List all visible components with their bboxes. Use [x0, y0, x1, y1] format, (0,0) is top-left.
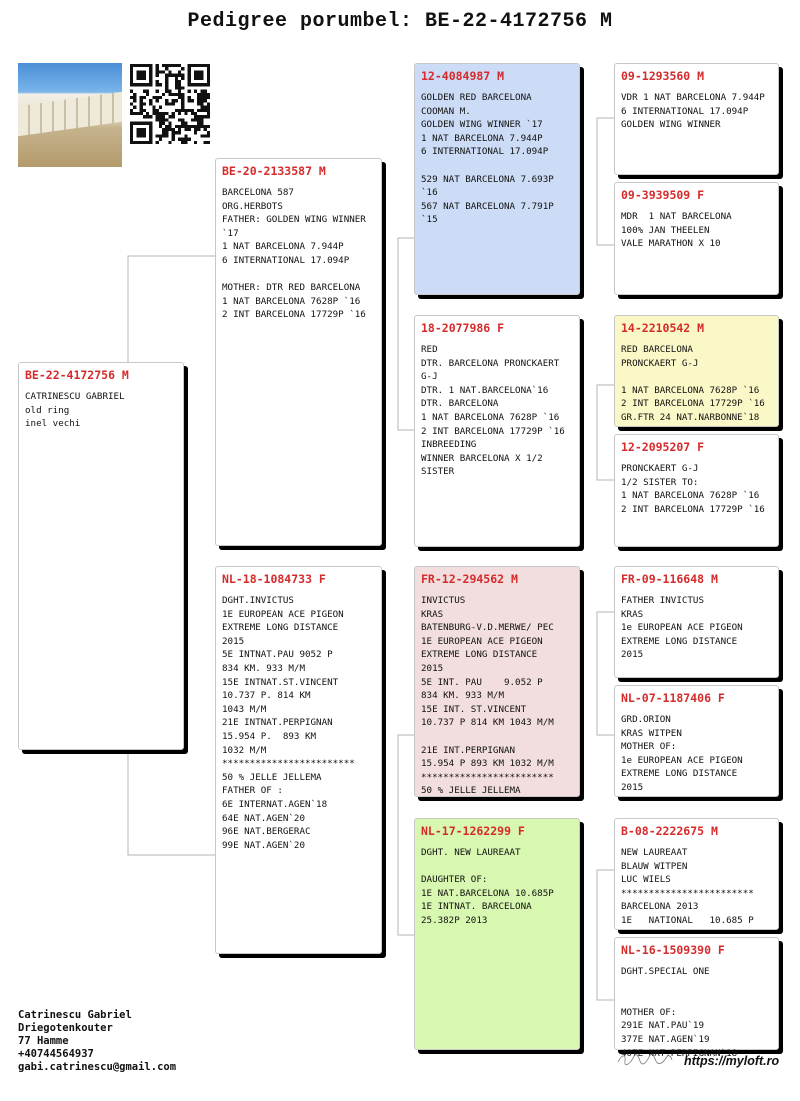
pedigree-card-sire-sire — [414, 63, 580, 295]
ring-number: NL-18-1084733 F — [222, 572, 326, 586]
pedigree-card-dd-sire — [614, 818, 779, 930]
pigeon-description: RED DTR. BARCELONA PRONCKAERT G-J DTR. 1 NAT.BARCELONA`16 DTR. BARCELONA 1 NAT BARCELONA 7628P `16 2 INT BARCELONA 17729P `16 INBREEDING WINNER BARCELONA X 1/2 SISTER — [421, 344, 565, 478]
pigeon-description: GOLDEN RED BARCELONA COOMAN M. GOLDEN WING WINNER `17 1 NAT BARCELONA 7.944P 6 INTERNATIONAL 17.094P 529 NAT BARCELONA 7.693P `16 567 NAT BARCELONA 7.791P `15 — [421, 92, 554, 226]
pedigree-card-sire — [215, 158, 382, 546]
pedigree-card-dd-dam — [614, 937, 779, 1059]
pedigree-card-ss-sire — [614, 63, 779, 175]
owner-email: gabi.catrinescu@gmail.com — [18, 1061, 177, 1073]
pigeon-description: BARCELONA 587 ORG.HERBOTS FATHER: GOLDEN WING WINNER `17 1 NAT BARCELONA 7.944P 6 INTERNATIONAL 17.094P MOTHER: DTR RED BARCELONA 1 NAT BARCELONA 7628P `16 2 INT BARCELONA 17729P `16 — [222, 187, 366, 321]
ring-number: B-08-2222675 M — [621, 824, 718, 838]
ring-number: 12-2095207 F — [621, 440, 705, 454]
website-link[interactable]: https://myloft.ro — [684, 1054, 780, 1068]
owner-city: 77 Hamme — [18, 1035, 69, 1047]
ring-number: FR-09-116648 M — [621, 572, 718, 586]
ring-number: NL-07-1187406 F — [621, 691, 725, 705]
pigeon-description: VDR 1 NAT BARCELONA 7.944P 6 INTERNATIONAL 17.094P GOLDEN WING WINNER — [621, 92, 765, 131]
pigeon-description: MDR 1 NAT BARCELONA 100% JAN THEELEN VALE MARATHON X 10 — [621, 211, 732, 250]
ring-number: 18-2077986 F — [421, 321, 505, 335]
pigeon-description: DGHT.INVICTUS 1E EUROPEAN ACE PIGEON EXTREME LONG DISTANCE 2015 5E INTNAT.PAU 9052 P 834 KM. 933 M/M 15E INTNAT.ST.VINCENT 10.737 P. 814 KM 1043 M/M 21E INTNAT.PERPIGNAN 15.954 P. 893 KM 1032 M/M ************************ 50 % JELLE JELLEMA FATHER OF : 6E INTERNAT.AGEN`18 64E NAT.AGEN`20 96E NAT.BERGERAC 99E NAT.AGEN`20 — [222, 595, 355, 851]
ring-number: 09-1293560 M — [621, 69, 705, 83]
ring-number: BE-22-4172756 M — [25, 368, 129, 382]
owner-street: Driegotenkouter — [18, 1022, 113, 1034]
ring-number: FR-12-294562 M — [421, 572, 518, 586]
page-title: Pedigree porumbel: BE-22-4172756 M — [187, 10, 613, 33]
owner-contact — [18, 1009, 176, 1074]
pedigree-card-subject — [18, 362, 184, 750]
pedigree-card-sire-dam — [414, 315, 580, 547]
pedigree-card-sd-sire — [614, 315, 779, 427]
ring-number: 12-4084987 M — [421, 69, 505, 83]
pigeon-description: CATRINESCU GABRIEL old ring inel vechi — [25, 391, 125, 430]
pigeon-description: DGHT. NEW LAUREAAT DAUGHTER OF: 1E NAT.BARCELONA 10.685P 1E INTNAT. BARCELONA 25.382P 2013 — [421, 847, 554, 926]
pigeon-description: RED BARCELONA PRONCKAERT G-J 1 NAT BARCELONA 7628P `16 2 INT BARCELONA 17729P `16 GR.FTR 24 NAT.NARBONNE`18 — [621, 344, 765, 423]
owner-name: Catrinescu Gabriel — [18, 1009, 132, 1021]
pigeon-description: GRD.ORION KRAS WITPEN MOTHER OF: 1e EUROPEAN ACE PIGEON EXTREME LONG DISTANCE 2015 — [621, 714, 743, 793]
pigeon-description: INVICTUS KRAS BATENBURG-V.D.MERWE/ PEC 1E EUROPEAN ACE PIGEON EXTREME LONG DISTANCE 2015 5E INT. PAU 9.052 P 834 KM. 933 M/M 15E INT. ST.VINCENT 10.737 P 814 KM 1043 M/M 21E INT.PERPIGNAN 15.954 P 893 KM 1032 M/M ************************ 50 % JELLE JELLEMA — [421, 595, 554, 797]
pedigree-card-sd-dam — [614, 434, 779, 547]
pigeon-description: FATHER INVICTUS KRAS 1e EUROPEAN ACE PIGEON EXTREME LONG DISTANCE 2015 — [621, 595, 743, 661]
pedigree-card-ds-sire — [614, 566, 779, 678]
ring-number: NL-16-1509390 F — [621, 943, 725, 957]
ring-number: 09-3939509 F — [621, 188, 705, 202]
pedigree-card-dam — [215, 566, 382, 954]
pedigree-card-ss-dam — [614, 182, 779, 295]
ring-number: 14-2210542 M — [621, 321, 705, 335]
pigeon-description: NEW LAUREAAT BLAUW WITPEN LUC WIELS ************************ BARCELONA 2013 1E NATIONAL 10.685 P — [621, 847, 754, 926]
pigeon-description: DGHT.SPECIAL ONE MOTHER OF: 291E NAT.PAU`19 377E NAT.AGEN`19 407E NAT.PERPIGNAN`18 — [621, 966, 738, 1059]
ring-number: BE-20-2133587 M — [222, 164, 326, 178]
ring-number: NL-17-1262299 F — [421, 824, 525, 838]
pedigree-card-dam-sire — [414, 566, 580, 797]
owner-phone: +40744564937 — [18, 1048, 94, 1060]
signature-logo — [616, 1052, 674, 1066]
pigeon-description: PRONCKAERT G-J 1/2 SISTER TO: 1 NAT BARCELONA 7628P `16 2 INT BARCELONA 17729P `16 — [621, 463, 765, 515]
pedigree-card-ds-dam — [614, 685, 779, 797]
pedigree-card-dam-dam — [414, 818, 580, 1050]
